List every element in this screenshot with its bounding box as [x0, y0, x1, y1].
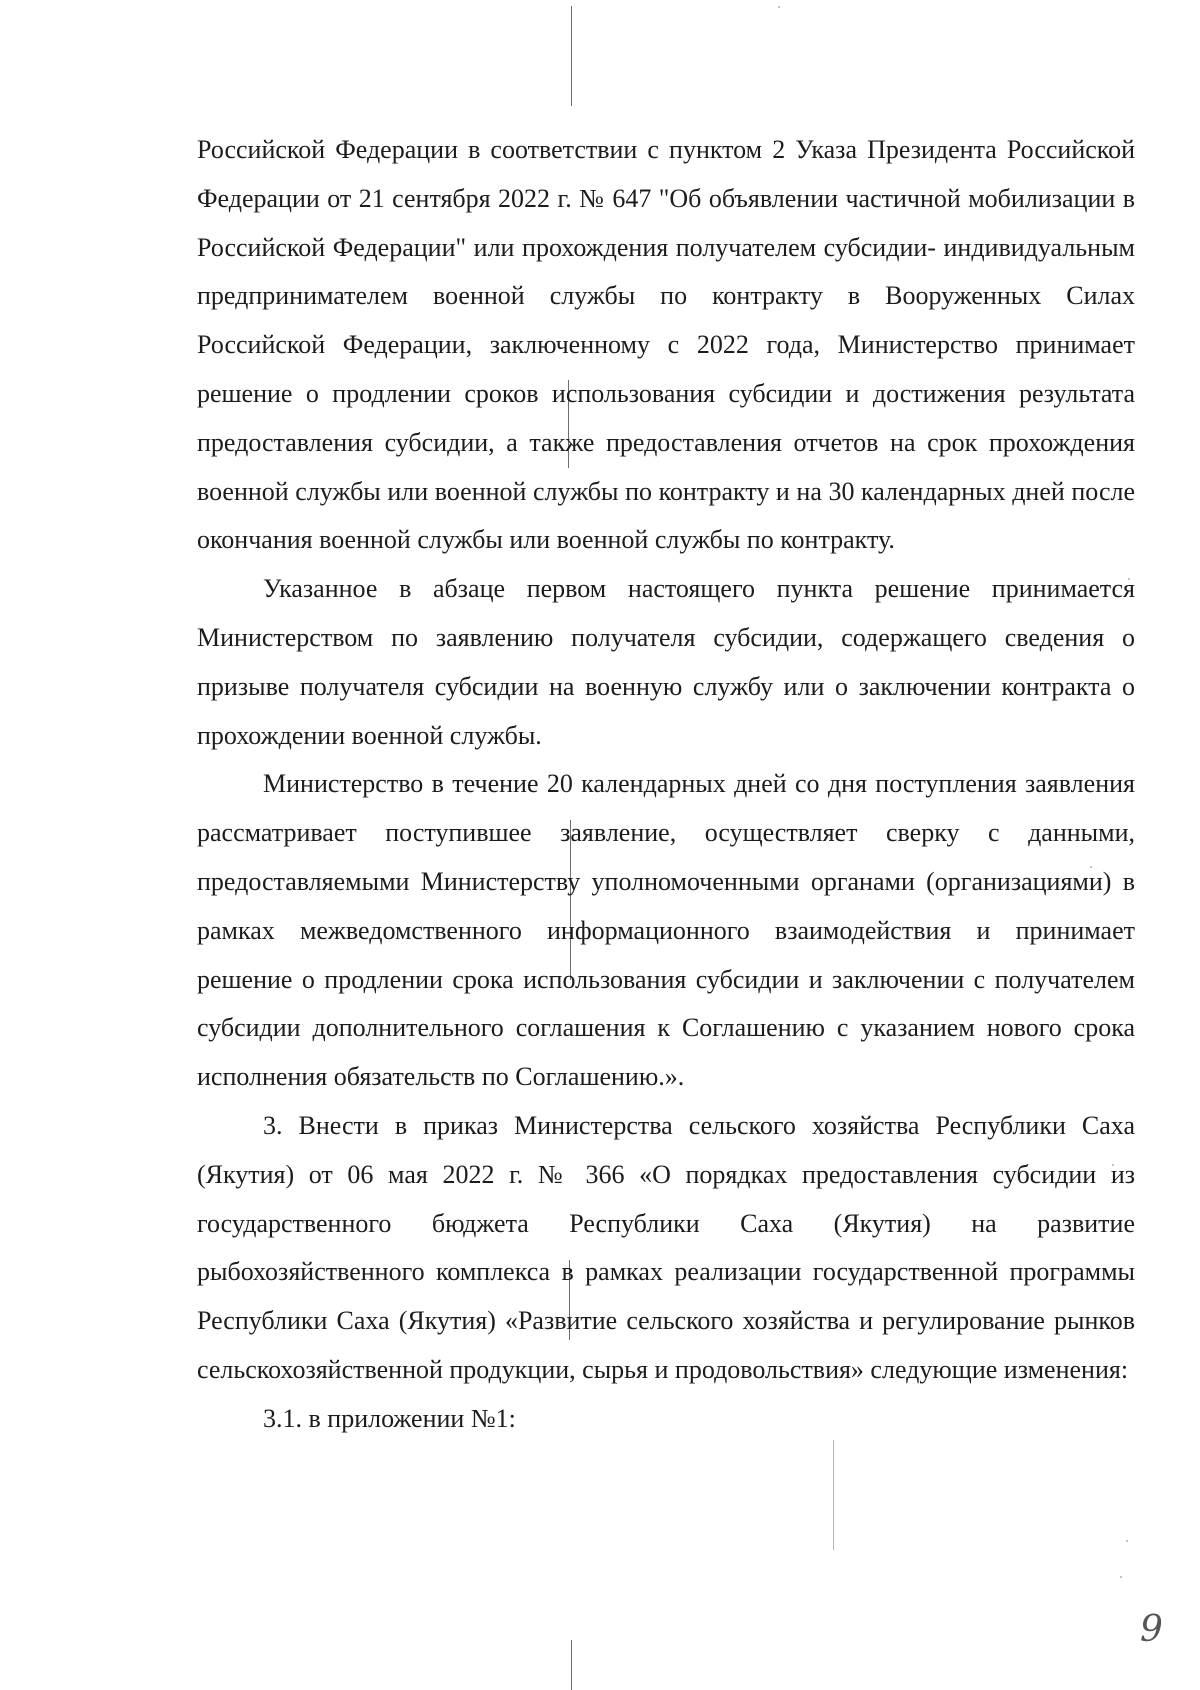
scan-fold-line-side	[833, 1440, 834, 1550]
document-body	[197, 126, 1135, 1444]
scan-speck	[1126, 1540, 1128, 1542]
paragraph-subitem-3-1: 3.1. в приложении №1:	[263, 1403, 516, 1433]
paragraph-decision-basis: Указанное в абзаце первом настоящего пункта решение принимается Министерством по заявлению получателя субсидии, содержащего сведения о призыве получателя субсидии на военную службу или о заключении контракта о прохождении военной службы.	[197, 574, 1135, 750]
scan-fold-line-top	[571, 6, 572, 106]
paragraph-amend-order: 3. Внести в приказ Министерства сельского хозяйства Республики Саха (Якутия) от 06 мая 2022 г. № 366 «О порядках предоставления субсидии из государственного бюджета Республики Саха (Якутия) на развитие рыбохозяйственного комплекса в рамках реализации государственной программы Республики Саха (Якутия) «Развитие сельского хозяйства и регулирование рынков сельскохозяйственной продукции, сырья и продовольствия» следующие изменения:	[197, 1110, 1135, 1384]
paragraph-continuation: Российской Федерации в соответствии с пунктом 2 Указа Президента Российской Федерации от 21 сентября 2022 г. № 647 "Об объявлении частичной мобилизации в Российской Федерации" или прохождения получателем субсидии- индивидуальным предпринимателем военной службы по контракту в Вооруженных Силах Российской Федерации, заключенному с 2022 года, Министерство принимает решение о продлении сроков использования субсидии и достижения результата предоставления субсидии, а также предоставления отчетов на срок прохождения военной службы или военной службы по контракту и на 30 календарных дней после окончания военной службы или военной службы по контракту.	[197, 135, 1135, 555]
scan-speck	[1120, 1576, 1122, 1578]
scan-speck	[778, 6, 780, 8]
paragraph-ministry-review: Министерство в течение 20 календарных дней со дня поступления заявления рассматривает поступившее заявление, осуществляет сверку с данными, предоставляемыми Министерству уполномоченными органами (организациями) в рамках межведомственного информационного взаимодействия и принимает решение о продлении срока использования субсидии и заключении с получателем субсидии дополнительного соглашения к Соглашению с указанием нового срока исполнения обязательств по Соглашению.».	[197, 769, 1135, 1092]
scan-fold-line-bottom	[571, 1640, 572, 1690]
page-number: 9	[1140, 1609, 1163, 1650]
